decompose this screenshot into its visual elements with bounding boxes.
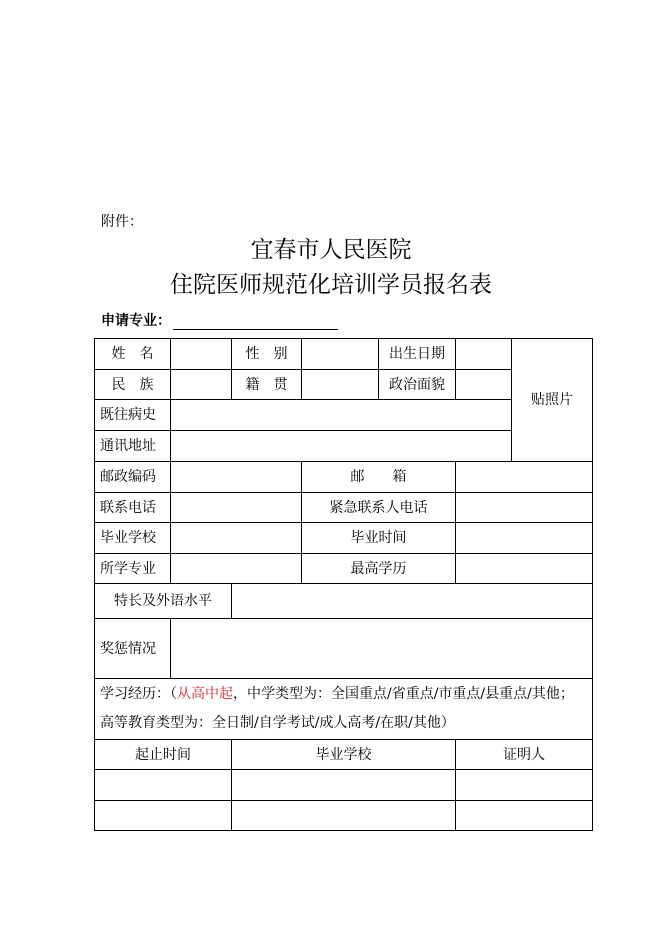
name-field[interactable] <box>171 339 232 370</box>
school-header: 毕业学校 <box>232 740 456 770</box>
attachment-label: 附件： <box>101 214 143 230</box>
native-place-label: 籍 贯 <box>232 370 302 400</box>
apply-major-field[interactable] <box>173 314 338 330</box>
medical-history-field[interactable] <box>171 400 512 431</box>
period-cell[interactable] <box>95 801 232 831</box>
email-label: 邮 箱 <box>302 462 456 493</box>
highest-degree-label: 最高学历 <box>302 554 456 584</box>
witness-cell[interactable] <box>456 770 593 801</box>
school-label: 毕业学校 <box>95 523 171 554</box>
registration-table <box>94 338 593 831</box>
address-label: 通讯地址 <box>95 431 171 462</box>
phone-field[interactable] <box>171 493 302 523</box>
native-place-field[interactable] <box>302 370 379 400</box>
apply-major-label: 申请专业： <box>101 313 171 329</box>
postcode-label: 邮政编码 <box>95 462 171 493</box>
form-title: 住院医师规范化培训学员报名表 <box>170 272 492 298</box>
major-field[interactable] <box>171 554 302 584</box>
birth-date-field[interactable] <box>456 339 512 370</box>
period-cell[interactable] <box>95 770 232 801</box>
hospital-title: 宜春市人民医院 <box>250 237 412 263</box>
emergency-contact-field[interactable] <box>456 493 593 523</box>
skills-label: 特长及外语水平 <box>95 584 232 619</box>
address-field[interactable] <box>171 431 512 462</box>
witness-cell[interactable] <box>456 801 593 831</box>
education-note <box>95 679 593 740</box>
education-prefix: 学习经历：（ <box>100 686 177 702</box>
emergency-contact-label: 紧急联系人电话 <box>302 493 456 523</box>
political-status-label: 政治面貌 <box>379 370 456 400</box>
postcode-field[interactable] <box>171 462 302 493</box>
highest-degree-field[interactable] <box>456 554 593 584</box>
medical-history-label: 既往病史 <box>95 400 171 431</box>
period-header: 起止时间 <box>95 740 232 770</box>
ethnic-field[interactable] <box>171 370 232 400</box>
witness-header: 证明人 <box>456 740 593 770</box>
photo-box[interactable] <box>512 339 593 462</box>
phone-label: 联系电话 <box>95 493 171 523</box>
graduation-time-field[interactable] <box>456 523 593 554</box>
graduation-time-label: 毕业时间 <box>302 523 456 554</box>
birth-date-label: 出生日期 <box>379 339 456 370</box>
ethnic-label: 民 族 <box>95 370 171 400</box>
school-field[interactable] <box>171 523 302 554</box>
rewards-label: 奖惩情况 <box>95 619 171 679</box>
gender-field[interactable] <box>302 339 379 370</box>
political-status-field[interactable] <box>456 370 512 400</box>
rewards-field[interactable] <box>171 619 593 679</box>
gender-label: 性 别 <box>232 339 302 370</box>
name-label: 姓 名 <box>95 339 171 370</box>
apply-major-row <box>101 312 338 330</box>
school-cell[interactable] <box>232 770 456 801</box>
education-rest: ，中学类型为：全国重点/省重点/市重点/县重点/其他； 高等教育类型为：全日制/自学考试/成人高考/在职/其他） <box>100 686 581 731</box>
school-cell[interactable] <box>232 801 456 831</box>
skills-field[interactable] <box>232 584 593 619</box>
email-field[interactable] <box>456 462 593 493</box>
photo-label: 贴照片 <box>531 392 573 408</box>
major-label: 所学专业 <box>95 554 171 584</box>
education-highlight: 从高中起 <box>177 686 233 702</box>
